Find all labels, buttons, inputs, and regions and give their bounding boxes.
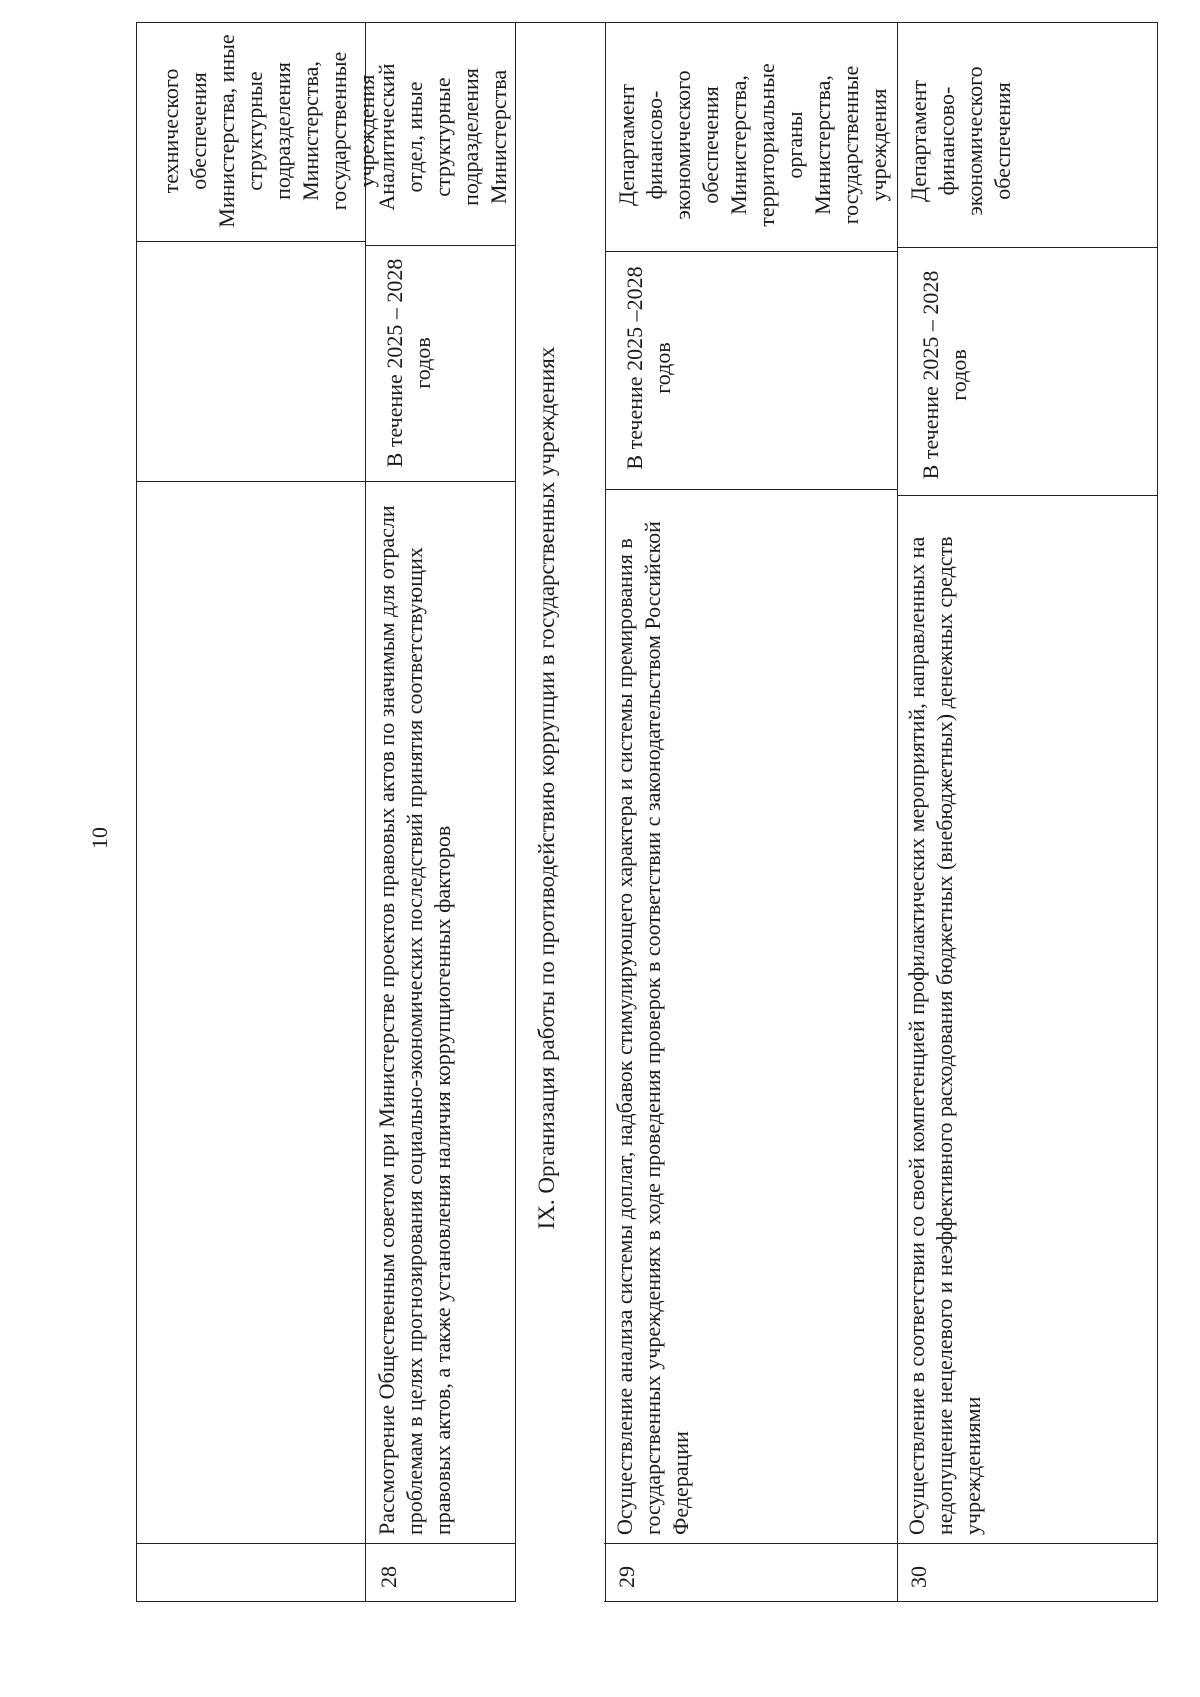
col-separator-term xyxy=(605,489,897,490)
page-number: 10 xyxy=(87,827,112,849)
section-ix-title: IX. Организация работы по противодействию коррупции в государственных учреждениях xyxy=(534,346,559,1230)
row-28-term: В течение 2025 – 2028 годов xyxy=(382,258,435,468)
col-separator-resp xyxy=(365,245,515,246)
row-separator xyxy=(515,23,516,1601)
row-30-term: В течение 2025 – 2028 годов xyxy=(918,270,971,480)
row-separator xyxy=(605,23,606,1601)
row-29-number: 29 xyxy=(614,1566,639,1588)
col-separator-resp xyxy=(897,247,1157,248)
row-30-action: Осуществление в соответствии со своей компетенцией профилактических мероприятий, направленных на недопущение нецелевого и неэффективного расходования бюджетных (внебюджетных) денежных средств учреждениями xyxy=(904,536,985,1535)
row-29-action: Осуществление анализа системы доплат, надбавок стимулирующего характера и системы премирования в государственных учреждениях в ходе проведения проверок в соответствии с законодательством Российской Федерации xyxy=(612,521,693,1535)
row-28-resp: Аналитический отдел, иные структурные подразделения Министерства xyxy=(374,63,511,211)
row-28-number: 28 xyxy=(376,1566,401,1588)
row-30-number: 30 xyxy=(906,1566,931,1588)
row-30-resp: Департамент финансово-экономического обеспечения xyxy=(906,66,1015,216)
col-separator-resp xyxy=(137,241,365,242)
col-separator-term xyxy=(365,481,515,482)
row-29-resp: Департамент финансово-экономического обеспечения Министерства, территориальные органы Министерства, государственные учреждения xyxy=(614,63,891,227)
row-29-term: В течение 2025 –2028 годов xyxy=(622,266,675,470)
rotated-table xyxy=(136,22,1158,1602)
row-28-action: Рассмотрение Общественным советом при Министерстве проектов правовых актов по значимым для отрасли проблемам в целях прогнозирования социально-экономических последствий принятия соответствующих правовых актов, а также установления наличия коррупциогенных факторов xyxy=(374,505,455,1535)
row-separator xyxy=(897,23,898,1601)
section-mask xyxy=(516,1543,604,1603)
row-separator xyxy=(365,23,366,1601)
prev-resp-cell: технического обеспечения Министерства, иные структурные подразделения Министерства, государственные учреждения xyxy=(158,34,379,228)
col-separator-term xyxy=(137,481,365,482)
col-separator-resp xyxy=(605,251,897,252)
